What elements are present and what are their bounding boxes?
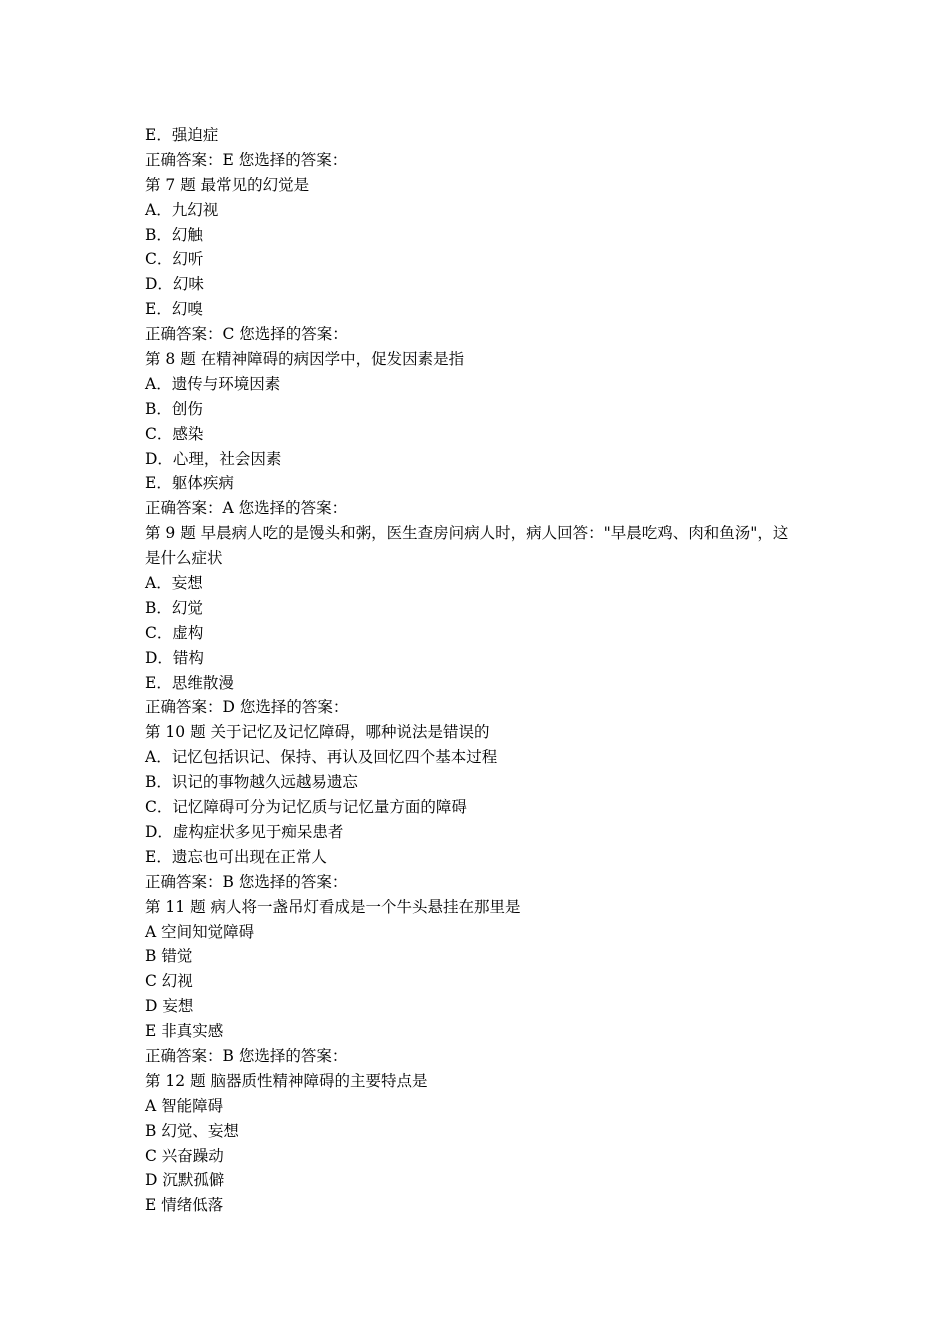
- answer-line: 正确答案：A 您选择的答案：: [145, 499, 348, 518]
- option-b: B．幻触: [145, 225, 203, 244]
- option-c: C．记忆障碍可分为记忆质与记忆量方面的障碍: [145, 798, 467, 817]
- option-a: A．记忆包括识记、保持、再认及回忆四个基本过程: [145, 748, 498, 767]
- option-d: D．虚构症状多见于痴呆患者: [145, 822, 344, 841]
- option-a: A．遗传与环境因素: [145, 374, 281, 393]
- option-e: E．思维散漫: [145, 673, 234, 692]
- option-e: E．强迫症: [145, 126, 219, 144]
- option-a: A 空间知觉障碍: [145, 922, 255, 941]
- option-d: D．错构: [145, 648, 204, 667]
- answer-line: 正确答案：C 您选择的答案：: [145, 325, 348, 344]
- option-b: B．幻觉: [145, 598, 203, 617]
- answer-line: 正确答案：B 您选择的答案：: [145, 872, 348, 891]
- option-c: C．虚构: [145, 623, 204, 642]
- option-b: B．识记的事物越久远越易遗忘: [145, 773, 358, 792]
- option-d: D．幻味: [145, 275, 204, 294]
- question-9: 第 9 题 早晨病人吃的是馒头和粥，医生查房问病人时，病人回答："早晨吃鸡、肉和鱼汤"，这: [145, 524, 789, 543]
- question-11: 第 11 题 病人将一盏吊灯看成是一个牛头悬挂在那里是: [145, 897, 521, 916]
- option-d: D 沉默孤僻: [145, 1171, 225, 1190]
- question-8: 第 8 题 在精神障碍的病因学中，促发因素是指: [145, 350, 465, 369]
- option-e: E 情绪低落: [145, 1196, 224, 1215]
- option-e: E．幻嗅: [145, 300, 203, 319]
- option-a: A 智能障碍: [145, 1096, 224, 1115]
- answer-line: 正确答案：E 您选择的答案：: [145, 150, 348, 169]
- question-7: 第 7 题 最常见的幻觉是: [145, 175, 310, 194]
- option-b: B 错觉: [145, 947, 193, 966]
- option-d: D 妄想: [145, 997, 194, 1016]
- option-a: A．九幻视: [145, 200, 219, 219]
- option-e: E．遗忘也可出现在正常人: [145, 847, 327, 866]
- option-e: E．躯体疾病: [145, 474, 234, 493]
- option-e: E 非真实感: [145, 1022, 224, 1041]
- option-d: D．心理，社会因素: [145, 449, 282, 468]
- option-b: B 幻觉、妄想: [145, 1121, 239, 1140]
- answer-line: 正确答案：B 您选择的答案：: [145, 1046, 348, 1065]
- option-c: C．感染: [145, 424, 204, 443]
- option-c: C．幻听: [145, 250, 204, 269]
- option-c: C 幻视: [145, 972, 193, 991]
- document-body: [145, 123, 825, 1218]
- answer-line: 正确答案：D 您选择的答案：: [145, 698, 349, 717]
- question-9-continued: 是什么症状: [145, 549, 223, 568]
- option-c: C 兴奋躁动: [145, 1146, 224, 1165]
- option-a: A．妄想: [145, 574, 203, 593]
- question-12: 第 12 题 脑器质性精神障碍的主要特点是: [145, 1071, 428, 1090]
- question-10: 第 10 题 关于记忆及记忆障碍，哪种说法是错误的: [145, 723, 490, 742]
- option-b: B．创伤: [145, 399, 203, 418]
